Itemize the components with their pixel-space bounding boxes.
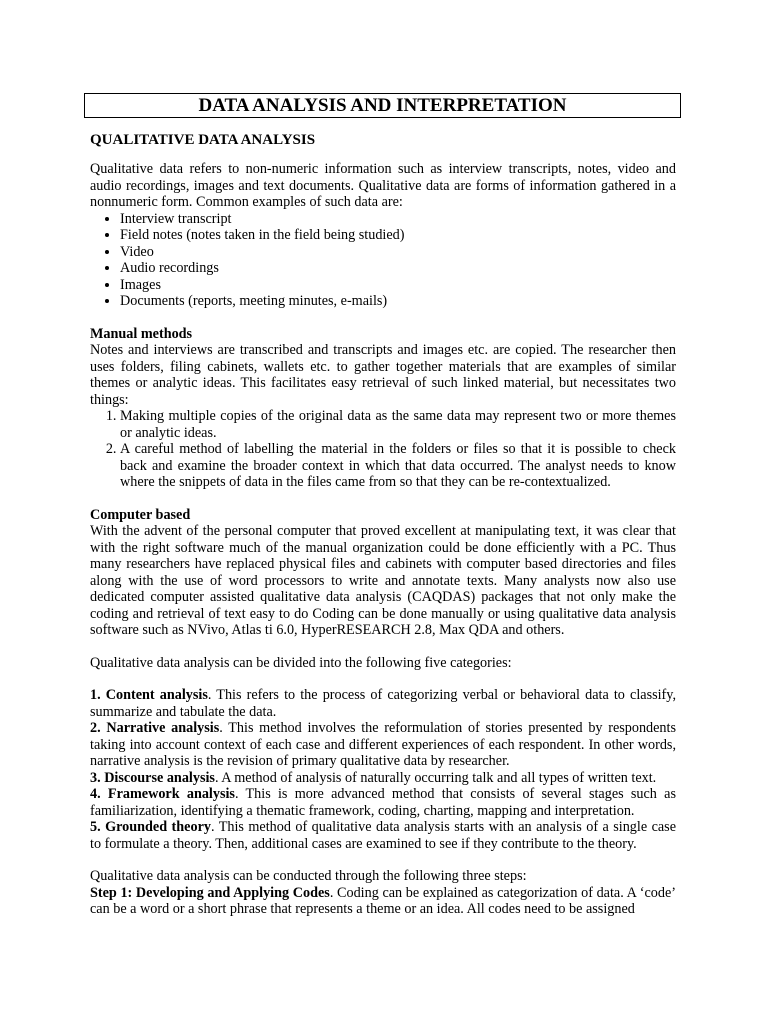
list-item: 2. A careful method of labelling the material in the folders or files so that it is possible to check back and examine the broader context in which that data occurred. The analyst needs to know where the snippets of data in the files came from so that they can be re-contextualized.	[120, 441, 676, 491]
document-title: DATA ANALYSIS AND INTERPRETATION	[84, 93, 681, 118]
category-name: 2. Narrative analysis	[90, 720, 220, 736]
category-item	[90, 687, 676, 720]
computer-based-heading: Computer based	[90, 506, 191, 523]
list-item: • Images	[120, 277, 676, 294]
list-item: 1. Making multiple copies of the original data as the same data may represent two or more themes or analytic ideas.	[120, 408, 676, 441]
category-item	[90, 770, 676, 787]
category-text: . This is more advanced method that consists of several stages such as familiarization, identifying a thematic framework, coding, charting, mapping and interpretation.	[90, 786, 676, 819]
category-name: 3. Discourse analysis	[90, 769, 215, 786]
examples-list	[90, 211, 676, 310]
section-heading: QUALITATIVE DATA ANALYSIS	[90, 132, 316, 148]
category-item	[90, 819, 676, 852]
document-body	[90, 130, 676, 918]
list-item: • Documents (reports, meeting minutes, e-mails)	[120, 293, 676, 310]
category-name: 5. Grounded theory	[90, 819, 211, 835]
list-item: • Field notes (notes taken in the field being studied)	[120, 227, 676, 244]
category-text: . A method of analysis of naturally occurring talk and all types of written text.	[214, 769, 657, 786]
step-name: Step 1: Developing and Applying Codes	[90, 884, 330, 901]
category-text: . This refers to the process of categorizing verbal or behavioral data to classify, summarize and tabulate the data.	[90, 687, 677, 720]
category-name: 4. Framework analysis	[90, 786, 235, 802]
category-item	[90, 786, 676, 819]
intro-paragraph: Qualitative data refers to non-numeric information such as interview transcripts, notes, video and audio recordings, images and text documents. Qualitative data are forms of information gathered in a nonnumeric form. Common examples of such data are:	[90, 161, 676, 210]
step-item	[90, 885, 676, 918]
steps-intro: Qualitative data analysis can be conducted through the following three steps:	[90, 868, 527, 884]
list-item: • Interview transcript	[120, 211, 676, 228]
list-item: • Video	[120, 244, 676, 261]
manual-methods-heading: Manual methods	[90, 325, 193, 342]
manual-methods-paragraph: Notes and interviews are transcribed and transcripts and images etc. are copied. The researcher then uses folders, filing cabinets, wallets etc. to gather together materials that are examples of similar themes or analytic ideas. This facilitates easy retrieval of such linked material, but necessitates two things:	[90, 342, 676, 408]
list-item: • Audio recordings	[120, 260, 676, 277]
computer-based-paragraph: With the advent of the personal computer that proved excellent at manipulating text, it was clear that with the right software much of the manual organization could be done efficiently with a PC. Thus many researchers have replaced physical files and cabinets with computer based directories and files along with the use of word processors to write and annotate texts. Many analysts now also use dedicated computer assisted qualitative data analysis (CAQDAS) packages that not only make the coding and retrieval of text easy to do Coding can be done manually or using qualitative data analysis software such as NVivo, Atlas ti 6.0, HyperRESEARCH 2.8, Max QDA and others.	[90, 523, 676, 638]
category-text: . This method involves the reformulation of stories presented by respondents taking into account context of each case and different experiences of each respondent. In other words, narrative analysis is the revision of primary qualitative data by researcher.	[90, 720, 676, 769]
category-name: 1. Content analysis	[90, 687, 208, 703]
categories-intro: Qualitative data analysis can be divided into the following five categories:	[90, 654, 512, 671]
category-item	[90, 720, 676, 770]
manual-methods-list	[90, 408, 676, 491]
category-text: . This method of qualitative data analysis starts with an analysis of a single case to formulate a theory. Then, additional cases are examined to see if they contribute to the theory.	[90, 819, 676, 852]
step-text: . Coding can be explained as categorization of data. A ‘code’ can be a word or a short phrase that represents a theme or an idea. All codes need to be assigned	[90, 884, 676, 917]
